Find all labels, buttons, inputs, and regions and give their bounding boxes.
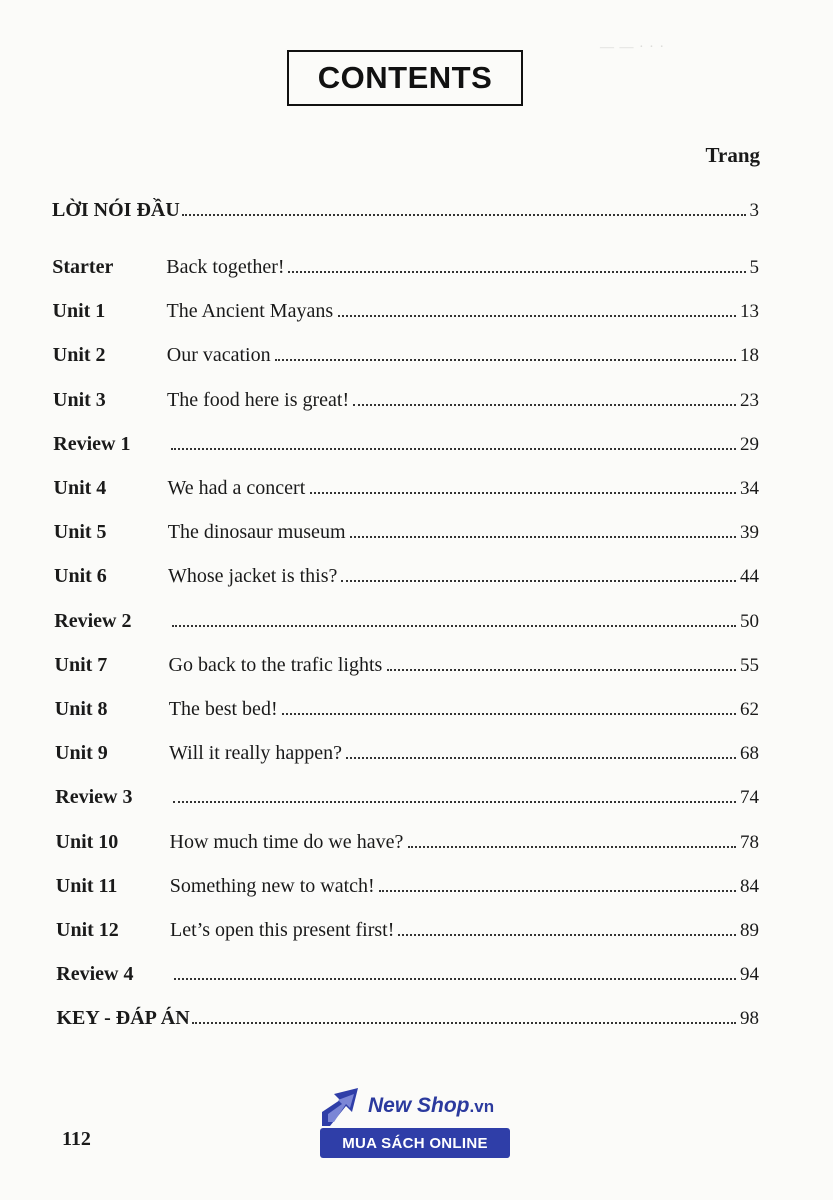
toc-row: [0, 871, 833, 901]
logo-wordmark: [368, 1094, 494, 1118]
toc-row: [0, 650, 833, 680]
toc-leader-dots: [192, 1022, 736, 1024]
toc-label: Unit 8: [54, 698, 108, 720]
contents-title-box: [287, 50, 523, 106]
toc-leader-dots: [182, 214, 746, 216]
toc-label: Review 3: [55, 786, 133, 808]
toc-page-number: 78: [740, 832, 759, 853]
page-column-label: Trang: [705, 143, 760, 167]
toc-topic: Go back to the trafic lights: [168, 654, 383, 676]
toc-topic: The dinosaur museum: [167, 521, 346, 543]
page-title: CONTENTS: [317, 60, 493, 95]
toc-label: Review 1: [53, 433, 131, 455]
toc-label: Unit 10: [55, 831, 119, 853]
toc-label: Unit 11: [55, 875, 118, 897]
toc-leader-dots: [173, 801, 736, 803]
toc-row: [0, 473, 833, 503]
toc-row: [0, 195, 833, 225]
toc-row: [0, 296, 833, 326]
toc-leader-dots: [338, 315, 736, 317]
toc-row: [0, 252, 833, 282]
toc-page-number: 34: [740, 478, 759, 499]
toc-label: Unit 2: [52, 344, 106, 366]
toc-topic: Whose jacket is this?: [168, 565, 338, 587]
logo-tagline: MUA SÁCH ONLINE: [342, 1134, 488, 1152]
toc-row: [0, 606, 833, 636]
toc-topic: The food here is great!: [167, 389, 350, 411]
toc-row: [0, 915, 833, 945]
logo-brand: New Shop: [368, 1094, 470, 1117]
toc-page-number: 98: [740, 1008, 759, 1029]
toc-page-number: 29: [740, 434, 759, 455]
toc-leader-dots: [171, 448, 736, 450]
toc-page-number: 13: [740, 301, 759, 322]
toc-row: [0, 738, 833, 768]
toc-page-number: 62: [740, 699, 759, 720]
toc-row: [0, 340, 833, 370]
toc-leader-dots: [288, 271, 746, 273]
toc-label: LỜI NÓI ĐẦU: [52, 199, 180, 221]
toc-row: [0, 782, 833, 812]
toc-label: Unit 4: [53, 477, 107, 499]
toc-leader-dots: [174, 978, 736, 980]
toc-leader-dots: [172, 625, 736, 627]
toc-topic: The best bed!: [168, 698, 278, 720]
toc-leader-dots: [341, 580, 736, 582]
toc-row: [0, 517, 833, 547]
toc-leader-dots: [379, 890, 736, 892]
toc-label: Starter: [52, 256, 114, 278]
toc-page-number: 84: [740, 876, 759, 897]
toc-page-number: 50: [740, 611, 759, 632]
toc-label: Review 2: [54, 610, 132, 632]
toc-page-number: 94: [740, 964, 759, 985]
toc-leader-dots: [282, 713, 736, 715]
toc-leader-dots: [408, 846, 736, 848]
toc-leader-dots: [275, 359, 736, 361]
toc-topic: Will it really happen?: [169, 742, 343, 764]
toc-label: Unit 9: [55, 742, 108, 764]
toc-row: [0, 827, 833, 857]
toc-label: Unit 1: [52, 300, 106, 322]
toc-page-number: 3: [749, 200, 759, 221]
logo-domain: .vn: [469, 1097, 495, 1116]
toc-row: [0, 694, 833, 724]
toc-page-number: 68: [740, 743, 759, 764]
toc-topic: Our vacation: [166, 344, 271, 366]
toc-leader-dots: [350, 536, 736, 538]
toc-label: Review 4: [56, 963, 134, 985]
toc-leader-dots: [346, 757, 736, 759]
toc-page-number: 89: [740, 920, 759, 941]
page-number: 112: [62, 1128, 91, 1150]
newshop-logo: [318, 1080, 514, 1160]
toc-label: Unit 7: [54, 654, 108, 676]
toc-page-number: 39: [740, 522, 759, 543]
toc-page-number: 74: [740, 787, 759, 808]
toc-topic: The Ancient Mayans: [166, 300, 334, 322]
toc-leader-dots: [310, 492, 736, 494]
toc-leader-dots: [398, 934, 736, 936]
toc-row: [0, 959, 833, 989]
toc-topic: We had a concert: [167, 477, 306, 499]
toc-row: [0, 561, 833, 591]
arrow-logo-icon: [318, 1082, 366, 1130]
toc-row: [0, 385, 833, 415]
toc-label: KEY - ĐÁP ÁN: [56, 1007, 190, 1029]
toc-topic: How much time do we have?: [169, 831, 404, 853]
toc-topic: Something new to watch!: [169, 875, 375, 897]
toc-topic: Back together!: [166, 256, 285, 278]
toc-leader-dots: [387, 669, 736, 671]
toc-page-number: 5: [749, 257, 759, 278]
toc-row: [0, 1003, 833, 1033]
toc-label: Unit 5: [53, 521, 107, 543]
toc-label: Unit 6: [54, 565, 107, 587]
toc-label: Unit 12: [56, 919, 119, 941]
bleed-through: — — · · ·: [600, 40, 665, 55]
toc-leader-dots: [353, 404, 736, 406]
toc-topic: Let’s open this present first!: [170, 919, 395, 941]
logo-tagline-bar: [320, 1128, 510, 1158]
toc-label: Unit 3: [53, 389, 106, 411]
toc-page-number: 55: [740, 655, 759, 676]
toc-page-number: 23: [740, 390, 759, 411]
toc-row: [0, 429, 833, 459]
toc-page-number: 18: [740, 345, 759, 366]
toc-page-number: 44: [740, 566, 759, 587]
